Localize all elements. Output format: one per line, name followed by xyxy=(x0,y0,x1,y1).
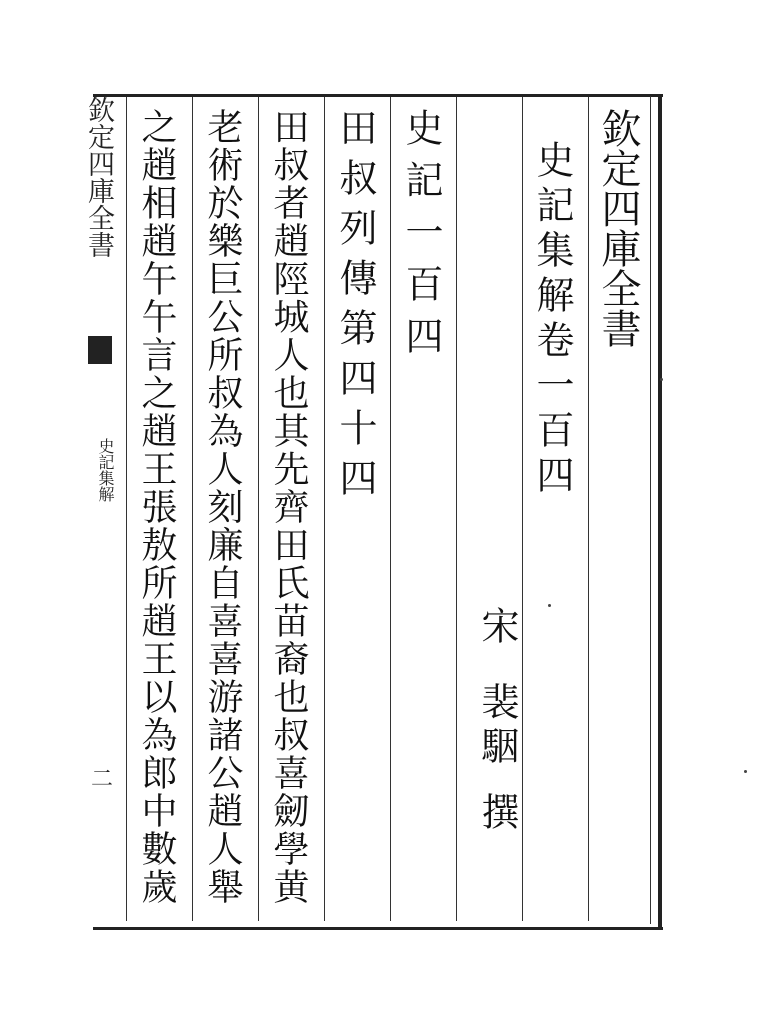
column-rule xyxy=(390,97,391,921)
page-frame xyxy=(93,94,663,930)
column-rule xyxy=(588,97,589,921)
author-name: 裴駰 xyxy=(475,682,519,770)
collection-title: 欽定四庫全書 xyxy=(595,108,641,348)
ink-speck xyxy=(660,378,663,381)
margin-side-label: 史記集解 xyxy=(96,438,115,502)
body-column: 之趙相趙午午言之趙王張敖所趙王以為郎中數歲 xyxy=(136,108,177,906)
column-rule xyxy=(324,97,325,921)
column-rule xyxy=(126,97,127,921)
author-role: 撰 xyxy=(475,792,519,830)
column-rule xyxy=(258,97,259,921)
ink-speck xyxy=(744,770,747,773)
ink-speck xyxy=(548,604,551,607)
author-dynasty: 宋 xyxy=(475,606,519,644)
body-column: 田叔者趙陘城人也其先齊田氏苗裔也叔喜劒學黄 xyxy=(268,108,309,906)
margin-fish-tail-mark xyxy=(88,336,112,364)
margin-edge-label: 欽定四庫全書 xyxy=(83,96,114,258)
column-rule xyxy=(192,97,193,921)
column-rule xyxy=(456,97,457,921)
volume-title: 史記集解卷一百四 xyxy=(530,140,574,500)
body-column: 老術於樂巨公所叔為人刻廉自喜喜游諸公趙人舉 xyxy=(202,108,243,906)
chapter-title: 田叔列傳第四十四 xyxy=(333,108,377,508)
section-title: 史記一百四 xyxy=(399,108,443,368)
folio-number: 二 xyxy=(91,767,114,792)
frame-right-inner-border xyxy=(650,96,651,924)
frame-right-border xyxy=(658,94,662,927)
